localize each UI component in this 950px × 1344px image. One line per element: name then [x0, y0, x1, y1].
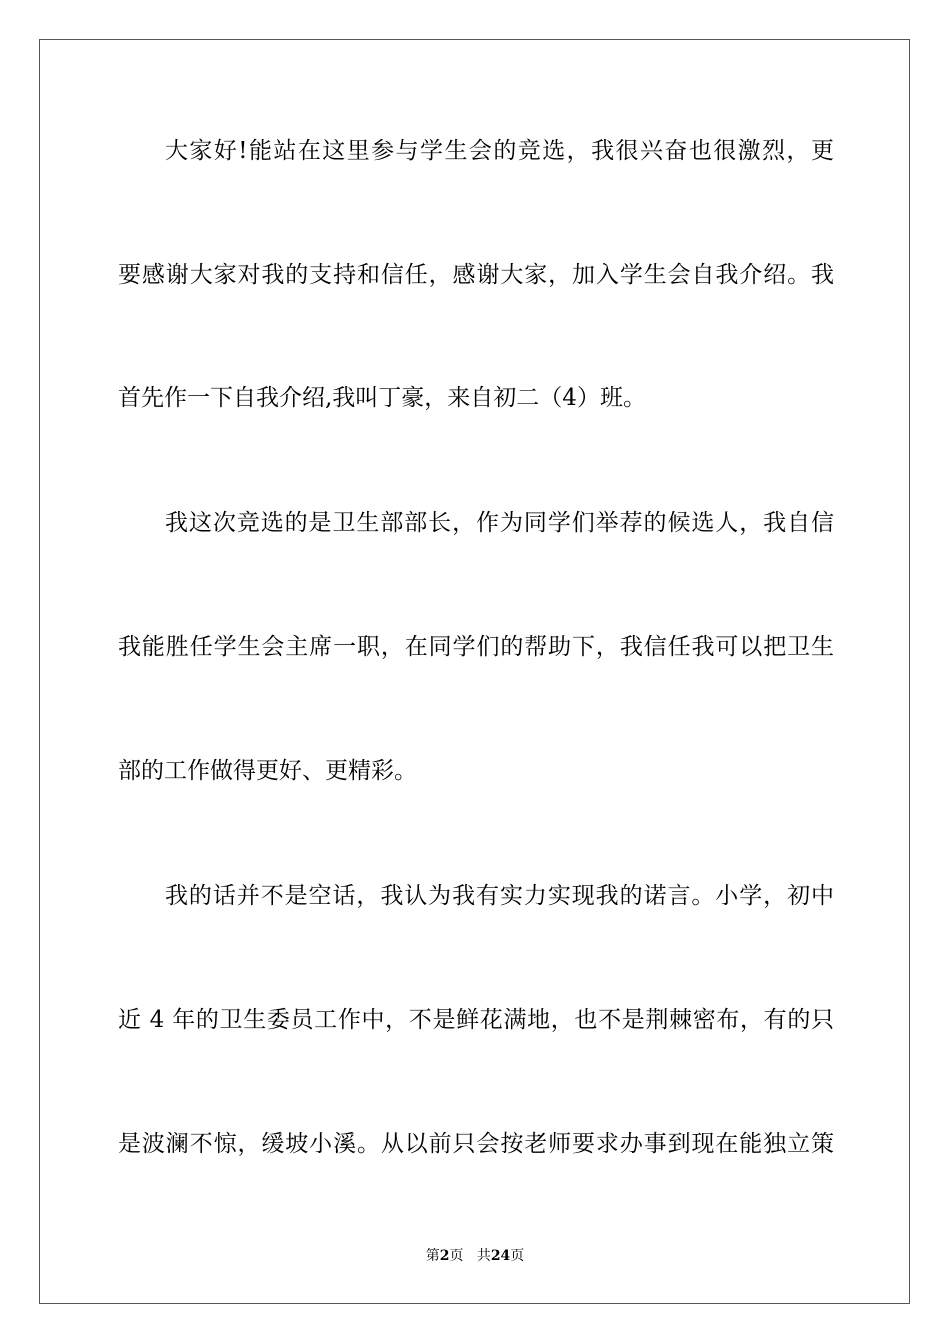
paragraph-1-line-1: 大家好!能站在这里参与学生会的竞选，我很兴奋也很激烈，更 — [165, 138, 834, 164]
page-border — [39, 39, 910, 1304]
footer-total-prefix: 共 — [476, 1248, 491, 1264]
page-footer — [0, 1247, 950, 1265]
footer-total-pages: 24 — [490, 1248, 511, 1264]
paragraph-2-line-1: 我这次竞选的是卫生部部长，作为同学们举荐的候选人，我自信 — [165, 510, 834, 536]
footer-page-prefix: 第 — [425, 1248, 440, 1264]
paragraph-2-line-2: 我能胜任学生会主席一职，在同学们的帮助下，我信任我可以把卫生 — [118, 634, 834, 660]
paragraph-1-line-2: 要感谢大家对我的支持和信任，感谢大家，加入学生会自我介绍。我 — [118, 262, 834, 288]
paragraph-1-line-3: 首先作一下自我介绍,我叫丁豪，来自初二（4）班。 — [118, 385, 646, 411]
paragraph-2-line-3: 部的工作做得更好、更精彩。 — [118, 758, 417, 784]
footer-page-number: 2 — [439, 1248, 450, 1264]
footer-total-suffix: 页 — [510, 1248, 525, 1264]
paragraph-3-line-1: 我的话并不是空话，我认为我有实力实现我的诺言。小学，初中 — [165, 883, 834, 909]
footer-page-suffix: 页 — [449, 1248, 464, 1264]
paragraph-3-line-3: 是波澜不惊，缓坡小溪。从以前只会按老师要求办事到现在能独立策 — [118, 1131, 834, 1157]
paragraph-3-line-2: 近 4 年的卫生委员工作中，不是鲜花满地，也不是荆棘密布，有的只 — [118, 1007, 834, 1033]
